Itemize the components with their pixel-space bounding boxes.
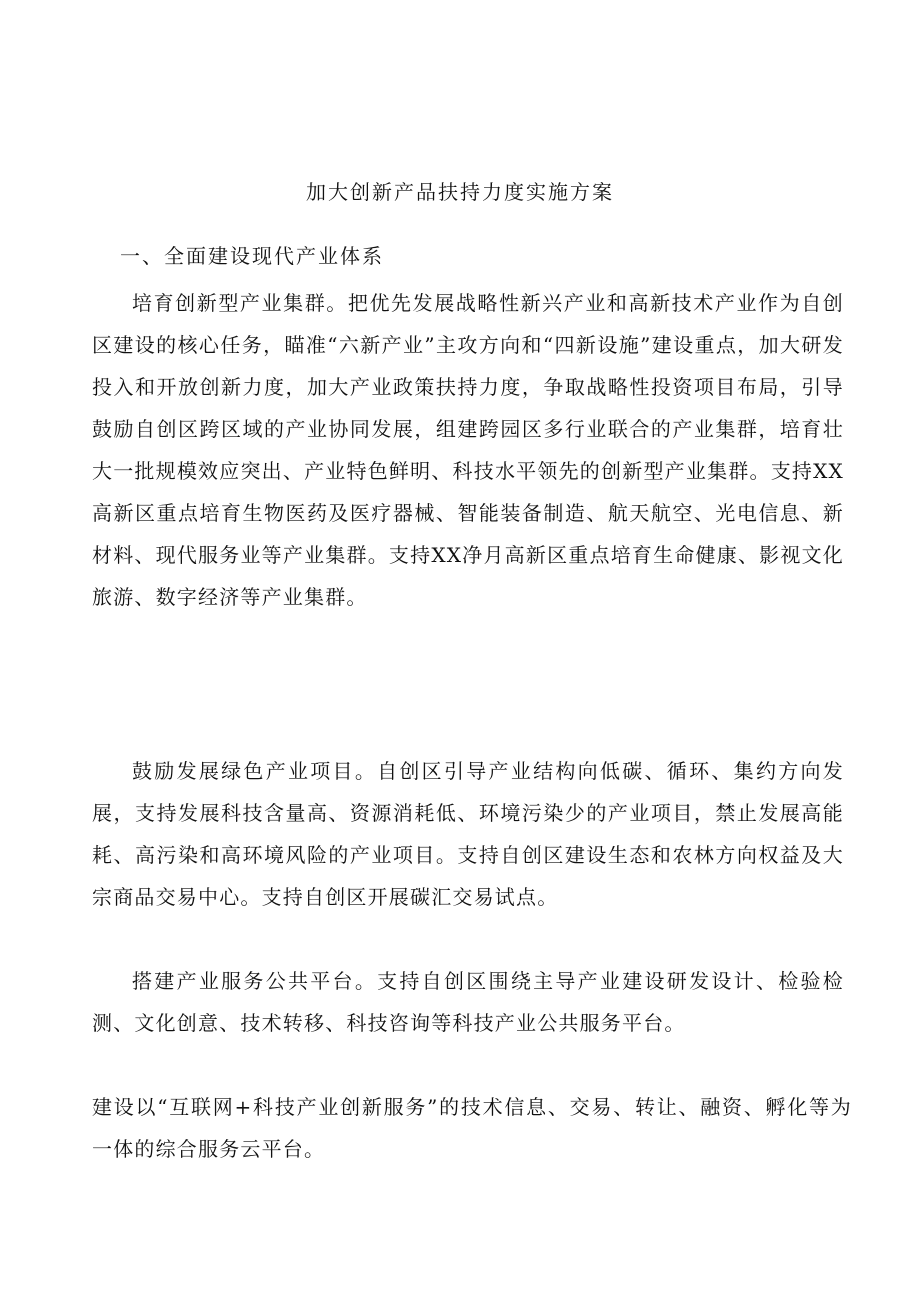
- paragraph-green-industry: 鼓励发展绿色产业项目。自创区引导产业结构向低碳、循环、集约方向发展，支持发展科技含量高、资源消耗低、环境污染少的产业项目，禁止发展高能耗、高污染和高环境风险的产业项目。支持自创区建设生态和农林方向权益及大宗商品交易中心。支持自创区开展碳汇交易试点。: [92, 759, 844, 909]
- paragraph-cloud-platform: 建设以“互联网+科技产业创新服务”的技术信息、交易、转让、融资、孵化等为一体的综合服务云平台。: [92, 1095, 852, 1161]
- paragraph-industrial-clusters: 培育创新型产业集群。把优先发展战略性新兴产业和高新技术产业作为自创区建设的核心任务，瞄准“六新产业”主攻方向和“四新设施”建设重点，加大研发投入和开放创新力度，加大产业政策扶持力度，争取战略性投资项目布局，引导鼓励自创区跨区域的产业协同发展，组建跨园区多行业联合的产业集群，培育壮大一批规模效应突出、产业特色鲜明、科技水平领先的创新型产业集群。支持XX高新区重点培育生物医药及医疗器械、智能装备制造、航天航空、光电信息、新材料、现代服务业等产业集群。支持XX净月高新区重点培育生命健康、影视文化旅游、数字经济等产业集群。: [92, 291, 844, 609]
- document-title: 加大创新产品扶持力度实施方案: [306, 180, 614, 204]
- section-heading: 一、全面建设现代产业体系: [120, 244, 384, 268]
- paragraph-service-platform: 搭建产业服务公共平台。支持自创区围绕主导产业建设研发设计、检验检测、文化创意、技术转移、科技咨询等科技产业公共服务平台。: [92, 969, 844, 1035]
